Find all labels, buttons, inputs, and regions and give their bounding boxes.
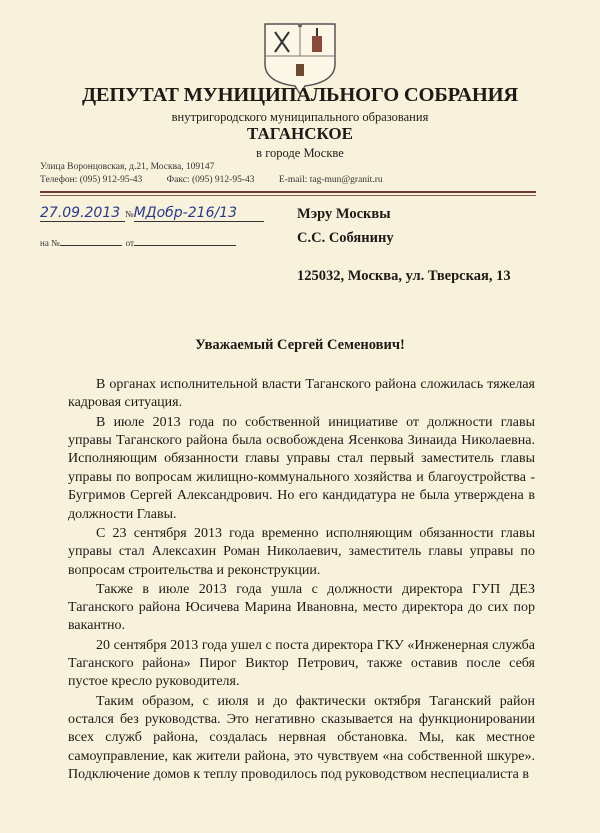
paragraph [68, 414, 535, 524]
text-line: вакантно. [68, 618, 126, 634]
fax: Факс: (095) 912-95-43 [166, 175, 255, 185]
text-line: 20 сентября 2013 года ушел с поста директора ГКУ «Инженерная служба [96, 637, 535, 653]
salutation: Уважаемый Сергей Семенович! [195, 337, 405, 353]
email: E-mail: tag-mun@granit.ru [278, 175, 383, 185]
text-line: В органах исполнительной власти Таганского района сложилась тяжелая [96, 377, 535, 392]
paragraph [68, 376, 535, 413]
text-line: пустое кресло руководителя. [68, 674, 240, 690]
outgoing-number: МДобр-216/13 [134, 205, 264, 222]
text-line: Таким образом, с июля и до фактически октября Таганский район [96, 693, 535, 709]
text-line: остался без руководства. Это негативно сказывается на функционировании [68, 712, 535, 728]
reply-date-label: от [125, 238, 134, 248]
outgoing-reference [40, 204, 270, 222]
text-line: вопросам строительства и реконструкции. [68, 562, 321, 578]
header-divider-thin [40, 195, 536, 196]
text-line: Бугримов Сергей Александрович. Но его кандидатура не была утверждена в [68, 488, 535, 504]
number-label: № [125, 209, 134, 219]
paragraph [68, 525, 535, 580]
text-line: управы по вопросам жилищно-коммунального хозяйства и благоустройства - [68, 469, 535, 485]
recipient-title: Мэру Москвы [297, 206, 391, 222]
outgoing-date: 27.09.2013 [40, 205, 125, 222]
text-line: Также в июле 2013 года ушла с должности директора ГУП ДЕЗ [96, 581, 535, 597]
postal-address: Улица Воронцовская, д.21, Москва, 109147 [40, 162, 215, 172]
letterhead-subtitle: внутригородского муниципального образования [171, 110, 429, 124]
text-line: В июле 2013 года по собственной инициативе от должности главы [96, 414, 535, 430]
phone: Телефон: (095) 912-95-43 [40, 175, 143, 185]
paragraph [68, 581, 535, 636]
city-name: в городе Москве [256, 146, 344, 160]
recipient-address: 125032, Москва, ул. Тверская, 13 [297, 268, 511, 284]
paragraph [68, 637, 535, 692]
recipient-name: С.С. Собянину [297, 230, 394, 246]
letterhead-title: ДЕПУТАТ МУНИЦИПАЛЬНОГО СОБРАНИЯ [82, 84, 518, 106]
letter-body [68, 376, 535, 785]
text-line: С 23 сентября 2013 года временно исполняющим обязанности главы [96, 525, 535, 541]
text-line: кадровая ситуация. [68, 395, 183, 411]
reply-number-label: на № [40, 238, 60, 248]
text-line: Таганского района Юсичева Марина Ивановна, место директора до сих пор [68, 600, 535, 616]
text-line: Подключение домов к теплу проводилось под руководством неспециалиста в [68, 767, 529, 783]
paragraph [68, 693, 535, 785]
reply-reference [40, 233, 270, 251]
text-line: должности Главы. [68, 506, 177, 522]
municipality-name: ТАГАНСКОЕ [247, 124, 353, 143]
text-line: управы Таганского района была освобождена Ясенкова Зинаида Николаевна. [68, 432, 535, 448]
contacts [40, 175, 540, 185]
text-line: управы стал Алексахин Роман Николаевич, заместитель главы управы по [68, 544, 535, 560]
header-divider [40, 191, 536, 193]
text-line: Таганского района» Пирог Виктор Петрович, также оставив после себя [68, 656, 535, 672]
text-line: самоуправление, как жители района, это чувствуем «на собственной шкуре». [68, 748, 535, 764]
text-line: Исполняющим обязанности главы управы стал первый заместитель главы [68, 451, 535, 467]
text-line: всех служб района, создалась нервная обстановка. Мы, как местное [68, 730, 535, 746]
